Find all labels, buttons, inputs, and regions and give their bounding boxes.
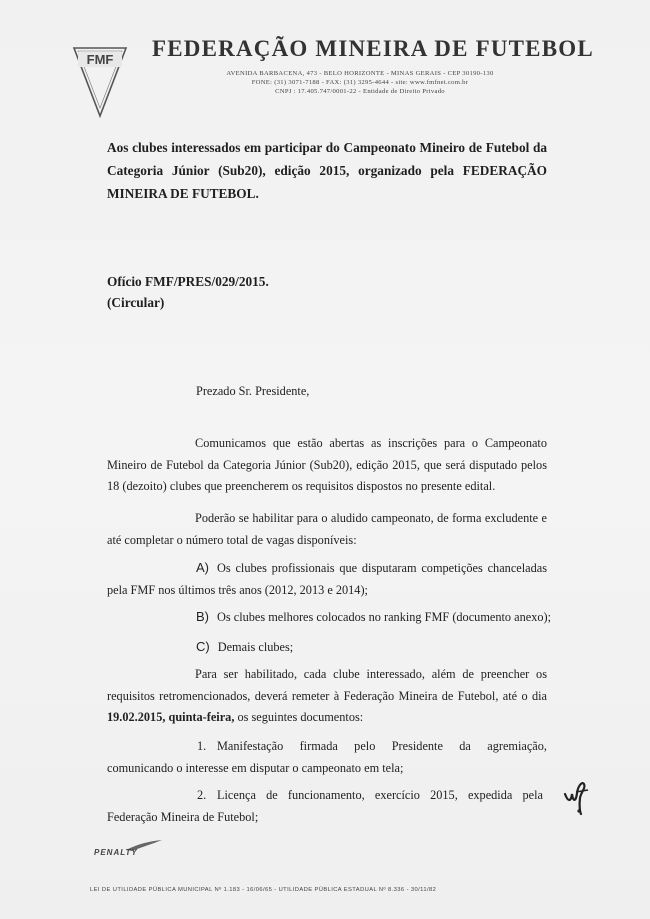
paragraph-3-tail: os seguintes documentos: (234, 710, 364, 724)
item-text: Os clubes melhores colocados no ranking FMF (documento anexo); (217, 610, 551, 624)
item-letter: A) (196, 560, 209, 575)
fmf-logo (72, 46, 128, 118)
paragraph-3 (107, 664, 547, 729)
brand-logo: PENALTY (94, 848, 138, 857)
item-text: Os clubes profissionais que disputaram competições chanceladas pela FMF nos últimos três anos (2012, 2013 e 2014); (107, 561, 547, 597)
deadline-date: 19.02.2015, quinta-feira, (107, 710, 235, 724)
org-name: FEDERAÇÃO MINEIRA DE FUTEBOL (152, 36, 594, 61)
cnpj-line: CNPJ : 17.405.747/0001-22 - Entidade de Direito Privado (275, 88, 445, 95)
paragraph-3-text: Para ser habilitado, cada clube interessado, além de preencher os requisitos retromencionados, deverá remeter à Federação Mineira de Futebol, até o dia (107, 667, 547, 703)
item-text: Licença de funcionamento, exercício 2015, expedida pela Federação Mineira de Futebol; (107, 788, 543, 824)
oficio-block (107, 271, 547, 313)
oficio-type: (Circular) (107, 295, 165, 310)
item-letter: C) (196, 639, 210, 654)
signature-initials (562, 778, 592, 818)
list-item-b (196, 606, 551, 629)
contact-line: FONE: (31) 3071-7188 - FAX: (31) 3295-4644 - site: www.fmfnet.com.br (251, 79, 469, 86)
paragraph-2: Poderão se habilitar para o aludido campeonato, de forma excludente e até completar o número total de vagas disponíveis: (107, 511, 547, 547)
address-line: AVENIDA BARBACENA, 473 - BELO HORIZONTE - MINAS GERAIS - CEP 30190-130 (226, 70, 494, 77)
numbered-item-2 (107, 785, 543, 828)
salutation: Prezado Sr. Presidente, (196, 384, 310, 398)
oficio-number: Ofício FMF/PRES/029/2015. (107, 274, 269, 289)
item-number: 2. (197, 788, 207, 802)
item-number: 1. (197, 739, 207, 753)
item-text: Manifestação firmada pelo Presidente da agremiação, comunicando o interesse em disputar o campeonato em tela; (107, 739, 547, 775)
paragraph-1: Comunicamos que estão abertas as inscrições para o Campeonato Mineiro de Futebol da Categoria Júnior (Sub20), edição 2015, que será disputado pelos 18 (dezoito) clubes que preencherem os requisitos dispostos no presente edital. (107, 436, 547, 493)
list-item-c (196, 636, 293, 659)
logo-text: FMF (86, 52, 114, 67)
item-text: Demais clubes; (217, 640, 294, 654)
numbered-item-1 (107, 736, 547, 779)
legal-footer: LEI DE UTILIDADE PÚBLICA MUNICIPAL Nº 1.183 - 16/06/65 - UTILIDADE PÚBLICA ESTADUAL Nº 8.336 - 30/11/82 (90, 887, 437, 893)
item-letter: B) (196, 609, 209, 624)
intro-paragraph: Aos clubes interessados em participar do Campeonato Mineiro de Futebol da Categoria Júnior (Sub20), edição 2015, organizado pela FEDERAÇÃO MINEIRA DE FUTEBOL. (107, 140, 547, 201)
list-item-a (107, 557, 547, 601)
